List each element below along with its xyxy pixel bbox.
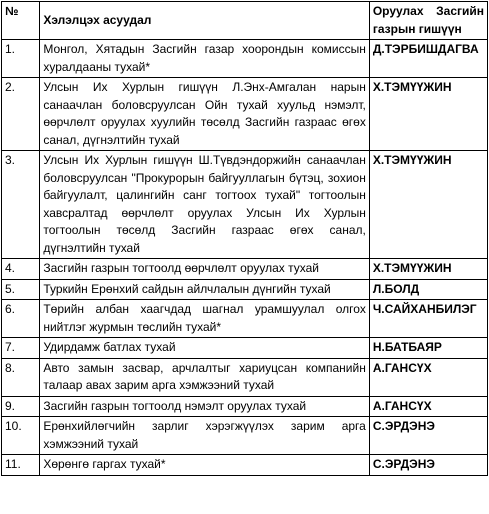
table-row bbox=[2, 151, 488, 259]
row-number: 9. bbox=[2, 396, 40, 417]
row-issue: Ерөнхийлөгчийн зарлиг хэрэгжүүлэх зарим арга хэмжээний тухай bbox=[40, 417, 370, 455]
row-number: 3. bbox=[2, 151, 40, 259]
row-issue: Хөрөнгө гаргах тухай* bbox=[40, 455, 370, 476]
table-row bbox=[2, 338, 488, 359]
row-issue: Улсын Их Хурлын гишүүн Л.Энх-Амгалан нарын санаачлан боловсруулсан Ойн тухай хуульд нэмэлт, өөрчлөлт оруулах хуулийн төсөлд Засгийн газраас өгөх санал, дүгнэлтийн тухай bbox=[40, 78, 370, 151]
row-presenter: А.ГАНСҮХ bbox=[369, 396, 487, 417]
header-issue: Хэлэлцэх асуудал bbox=[40, 2, 370, 40]
row-issue: Удирдамж батлах тухай bbox=[40, 338, 370, 359]
row-number: 2. bbox=[2, 78, 40, 151]
agenda-table-body bbox=[2, 2, 488, 476]
row-issue: Туркийн Ерөнхий сайдын айлчлалын дүнгийн тухай bbox=[40, 279, 370, 300]
table-row bbox=[2, 259, 488, 280]
table-row bbox=[2, 455, 488, 476]
table-row bbox=[2, 417, 488, 455]
row-number: 1. bbox=[2, 40, 40, 78]
row-presenter: А.ГАНСҮХ bbox=[369, 358, 487, 396]
row-presenter: Х.ТЭМҮҮЖИН bbox=[369, 151, 487, 259]
table-row bbox=[2, 358, 488, 396]
row-number: 4. bbox=[2, 259, 40, 280]
table-row bbox=[2, 396, 488, 417]
row-number: 6. bbox=[2, 300, 40, 338]
row-number: 5. bbox=[2, 279, 40, 300]
row-presenter: С.ЭРДЭНЭ bbox=[369, 455, 487, 476]
row-number: 7. bbox=[2, 338, 40, 359]
row-issue: Засгийн газрын тогтоолд нэмэлт оруулах тухай bbox=[40, 396, 370, 417]
header-number: № bbox=[2, 2, 40, 40]
row-issue: Засгийн газрын тогтоолд өөрчлөлт оруулах тухай bbox=[40, 259, 370, 280]
table-header-row bbox=[2, 2, 488, 40]
row-number: 8. bbox=[2, 358, 40, 396]
row-issue: Авто замын засвар, арчлалтыг хариуцсан компанийн талаар авах зарим арга хэмжээний тухай bbox=[40, 358, 370, 396]
row-issue: Монгол, Хятадын Засгийн газар хоорондын комиссын хуралдааны тухай* bbox=[40, 40, 370, 78]
row-presenter: Х.ТЭМҮҮЖИН bbox=[369, 259, 487, 280]
row-number: 11. bbox=[2, 455, 40, 476]
table-row bbox=[2, 78, 488, 151]
table-row bbox=[2, 300, 488, 338]
row-presenter: Ч.САЙХАНБИЛЭГ bbox=[369, 300, 487, 338]
header-presenter: Оруулах Засгийн газрын гишүүн bbox=[369, 2, 487, 40]
table-row bbox=[2, 40, 488, 78]
row-presenter: Н.БАТБАЯР bbox=[369, 338, 487, 359]
agenda-table bbox=[1, 1, 488, 476]
row-presenter: Х.ТЭМҮҮЖИН bbox=[369, 78, 487, 151]
row-presenter: С.ЭРДЭНЭ bbox=[369, 417, 487, 455]
row-issue: Төрийн албан хаагчдад шагнал урамшуулал олгох нийтлэг журмын төслийн тухай* bbox=[40, 300, 370, 338]
row-presenter: Л.БОЛД bbox=[369, 279, 487, 300]
table-row bbox=[2, 279, 488, 300]
row-presenter: Д.ТЭРБИШДАГВА bbox=[369, 40, 487, 78]
row-number: 10. bbox=[2, 417, 40, 455]
row-issue: Улсын Их Хурлын гишүүн Ш.Түвдэндоржийн санаачлан боловсруулсан "Прокурорын байгууллагын бүтэц, зохион байгуулалт, цалингийн санг тогтоох тухай" тогтоолын хавсралтад өөрчлөлт оруулах Улсын Их Хурлын тогтоолын төсөлд Засгийн газраас өгөх санал, дүгнэлтийн тухай bbox=[40, 151, 370, 259]
